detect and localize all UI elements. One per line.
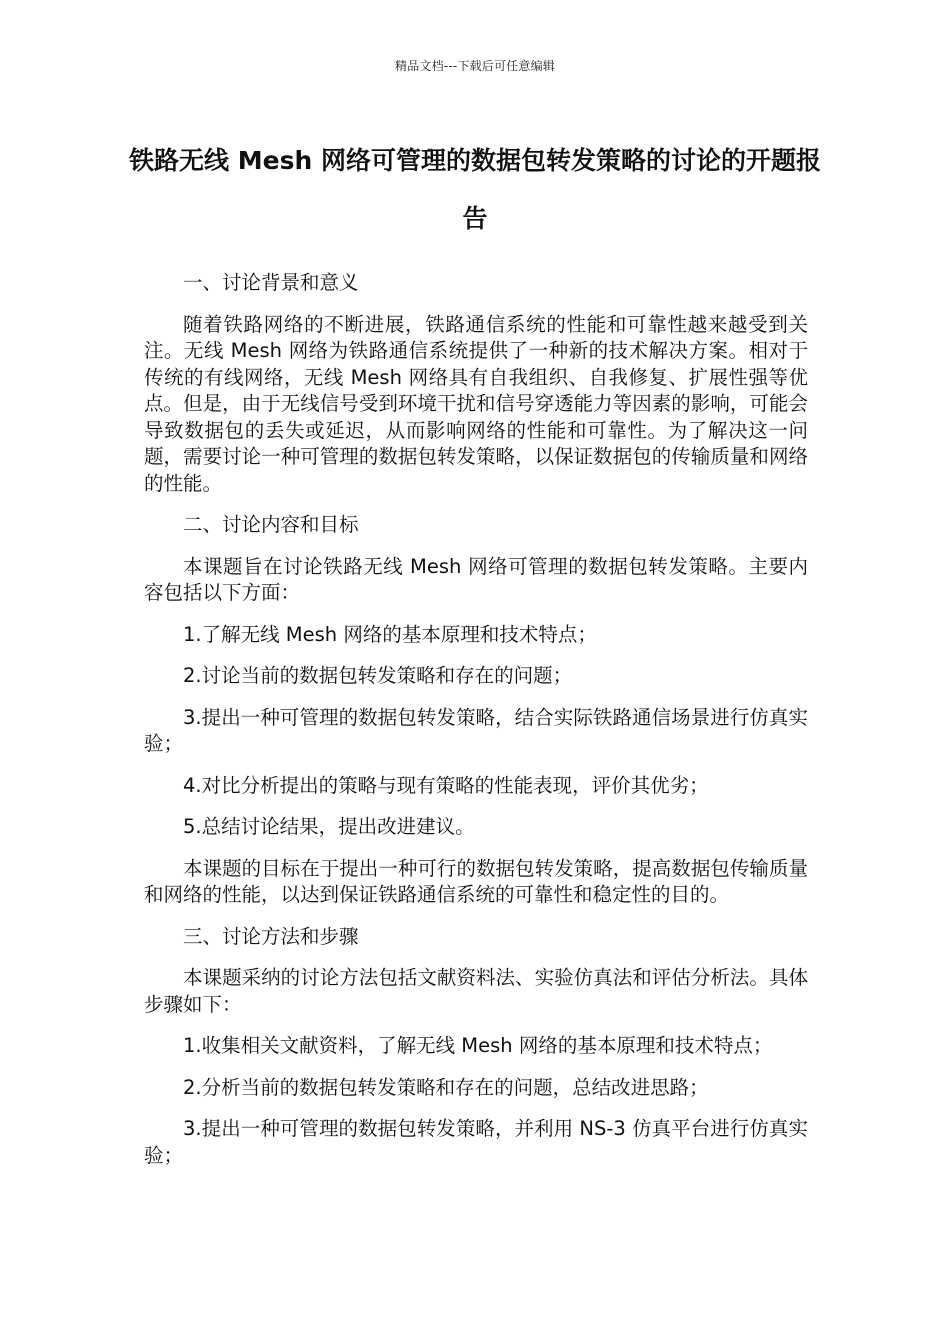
list-item-content-2: 2.讨论当前的数据包转发策略和存在的问题；	[183, 664, 573, 687]
list-item-step-3: 3.提出一种可管理的数据包转发策略，并利用 NS-3 仿真平台进行仿真实验；	[144, 1117, 808, 1167]
paragraph-background: 随着铁路网络的不断进展，铁路通信系统的性能和可靠性越来越受到关注。无线 Mesh 网络为铁路通信系统提供了一种新的技术解决方案。相对于传统的有线网络，无线 Mesh 网络具有自我组织、自我修复、扩展性强等优点。但是，由于无线信号受到环境干扰和信号穿透能力等因素的影响，可能会导致数据包的丢失或延迟，从而影响网络的性能和可靠性。为了解决这一问题，需要讨论一种可管理的数据包转发策略，以保证数据包的传输质量和网络的性能。	[144, 312, 808, 495]
document-title: 铁路无线 Mesh 网络可管理的数据包转发策略的讨论的开题报告	[129, 146, 821, 233]
list-item-content-4: 4.对比分析提出的策略与现有策略的性能表现，评价其优劣；	[183, 773, 709, 797]
paragraph-methods-intro: 本课题采纳的讨论方法包括文献资料法、实验仿真法和评估分析法。具体步骤如下：	[144, 966, 808, 1016]
list-item-content-3: 3.提出一种可管理的数据包转发策略，结合实际铁路通信场景进行仿真实验；	[144, 705, 808, 755]
section-heading-content-goals: 二、讨论内容和目标	[183, 513, 359, 536]
document-body	[144, 270, 808, 1184]
list-item-content-1: 1.了解无线 Mesh 网络的基本原理和技术特点；	[183, 622, 597, 646]
list-item-step-1: 1.收集相关文献资料，了解无线 Mesh 网络的基本原理和技术特点；	[183, 1034, 773, 1057]
paragraph-goal: 本课题的目标在于提出一种可行的数据包转发策略，提高数据包传输质量和网络的性能，以达到保证铁路通信系统的可靠性和稳定性的目的。	[144, 856, 808, 906]
page-header: 精品文档---下载后可任意编辑	[395, 59, 555, 73]
list-item-step-2: 2.分析当前的数据包转发策略和存在的问题，总结改进思路；	[183, 1075, 709, 1099]
paragraph-content-intro: 本课题旨在讨论铁路无线 Mesh 网络可管理的数据包转发策略。主要内容包括以下方面：	[144, 554, 808, 604]
list-item-content-5: 5.总结讨论结果，提出改进建议。	[183, 815, 475, 838]
section-heading-background: 一、讨论背景和意义	[183, 271, 359, 294]
section-heading-methods: 三、讨论方法和步骤	[183, 924, 359, 948]
